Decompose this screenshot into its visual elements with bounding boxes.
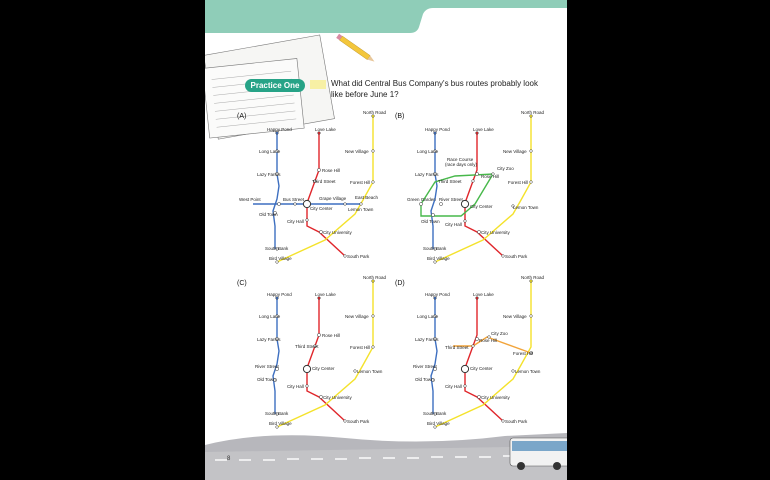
svg-text:North Road: North Road [521, 110, 545, 115]
svg-text:City Center: City Center [312, 366, 335, 371]
svg-text:City University: City University [323, 230, 352, 235]
svg-text:Old Town: Old Town [259, 212, 278, 217]
svg-text:Long Lane: Long Lane [259, 149, 281, 154]
svg-text:City Hall: City Hall [445, 384, 462, 389]
svg-text:South Park: South Park [347, 254, 370, 259]
svg-text:City Hall: City Hall [287, 219, 304, 224]
page-illustration [205, 0, 567, 480]
svg-text:Forest Hill: Forest Hill [508, 180, 529, 185]
svg-text:City Center: City Center [310, 206, 333, 211]
svg-text:Love Lake: Love Lake [473, 292, 494, 297]
option-a-label[interactable]: (A) [237, 113, 247, 120]
svg-text:Lazy Farms: Lazy Farms [415, 337, 439, 342]
svg-text:New Village: New Village [345, 314, 369, 319]
svg-text:South Park: South Park [505, 254, 528, 259]
svg-text:Lazy Farms: Lazy Farms [257, 337, 281, 342]
svg-text:City Zoo: City Zoo [491, 331, 508, 336]
svg-text:Love Lake: Love Lake [315, 292, 336, 297]
svg-text:New Village: New Village [503, 149, 527, 154]
svg-text:Love Lake: Love Lake [315, 127, 336, 132]
svg-text:Long Lane: Long Lane [259, 314, 281, 319]
svg-text:River Street: River Street [255, 364, 279, 369]
svg-text:River Street: River Street [439, 197, 463, 202]
svg-text:Rose Hill: Rose Hill [322, 333, 341, 338]
svg-text:City Hall: City Hall [445, 222, 462, 227]
svg-text:New Village: New Village [503, 314, 527, 319]
svg-text:Grape Village: Grape Village [319, 196, 347, 201]
svg-text:Lemon Town: Lemon Town [513, 205, 539, 210]
svg-text:Happy Pond: Happy Pond [425, 292, 450, 297]
svg-text:City University: City University [323, 395, 352, 400]
svg-text:North Road: North Road [363, 275, 387, 280]
svg-text:South Bank: South Bank [423, 411, 447, 416]
svg-text:Third Street: Third Street [295, 344, 319, 349]
svg-text:North Road: North Road [363, 110, 387, 115]
svg-text:Old Town: Old Town [257, 377, 276, 382]
svg-text:River Street: River Street [413, 364, 437, 369]
svg-text:Rose Hill: Rose Hill [481, 174, 500, 179]
svg-text:Bus Street: Bus Street [283, 197, 305, 202]
svg-text:City University: City University [481, 230, 510, 235]
svg-text:Bird Village: Bird Village [269, 256, 292, 261]
practice-badge: Practice One [245, 79, 305, 92]
svg-text:Bird Village: Bird Village [269, 421, 292, 426]
svg-text:Lemon Town: Lemon Town [357, 369, 383, 374]
svg-text:Race Course: Race Course [447, 157, 474, 162]
option-c-label[interactable]: (C) [237, 280, 247, 287]
svg-text:Lazy Farms: Lazy Farms [415, 172, 439, 177]
textbook-page [205, 0, 567, 480]
svg-text:Forest Hill: Forest Hill [513, 351, 534, 356]
svg-text:South Park: South Park [347, 419, 370, 424]
option-d-label[interactable]: (D) [395, 280, 405, 287]
svg-text:East Beach: East Beach [355, 195, 379, 200]
svg-text:City Hall: City Hall [287, 384, 304, 389]
svg-text:City Center: City Center [470, 366, 493, 371]
svg-text:Happy Pond: Happy Pond [425, 127, 450, 132]
svg-text:Old Town: Old Town [421, 219, 440, 224]
svg-text:Long Lane: Long Lane [417, 149, 439, 154]
svg-text:Third Street: Third Street [438, 179, 462, 184]
svg-text:Third Street: Third Street [445, 345, 469, 350]
svg-text:North Road: North Road [521, 275, 545, 280]
option-b-label[interactable]: (B) [395, 113, 405, 120]
svg-text:South Bank: South Bank [265, 246, 289, 251]
svg-text:New Village: New Village [345, 149, 369, 154]
svg-text:Lemon Town: Lemon Town [515, 369, 541, 374]
page-number: 8 [227, 456, 231, 462]
svg-text:South Bank: South Bank [265, 411, 289, 416]
svg-text:Happy Pond: Happy Pond [267, 127, 292, 132]
question-text: What did Central Bus Company's bus routes probably look like before June 1? [331, 79, 538, 99]
svg-text:Old Town: Old Town [415, 377, 434, 382]
svg-text:Green Garden: Green Garden [407, 197, 436, 202]
svg-text:Long Lane: Long Lane [417, 314, 439, 319]
svg-text:Third Street: Third Street [312, 179, 336, 184]
svg-text:Lemon Town: Lemon Town [348, 207, 374, 212]
svg-text:West Point: West Point [239, 197, 261, 202]
svg-text:(race days only): (race days only) [445, 162, 478, 167]
svg-text:Love Lake: Love Lake [473, 127, 494, 132]
svg-text:City Center: City Center [470, 204, 493, 209]
svg-text:Rose Hill: Rose Hill [479, 338, 498, 343]
svg-text:City University: City University [481, 395, 510, 400]
bus-illustration [510, 438, 567, 470]
svg-text:Happy Pond: Happy Pond [267, 292, 292, 297]
question-highlight [310, 80, 326, 89]
svg-text:City Zoo: City Zoo [497, 166, 514, 171]
svg-text:Lazy Farms: Lazy Farms [257, 172, 281, 177]
svg-text:South Bank: South Bank [423, 246, 447, 251]
svg-text:Forest Hill: Forest Hill [350, 345, 371, 350]
svg-text:Rose Hill: Rose Hill [322, 168, 341, 173]
svg-text:Forest Hill: Forest Hill [350, 180, 371, 185]
svg-text:Bird Village: Bird Village [427, 256, 450, 261]
svg-text:South Park: South Park [505, 419, 528, 424]
svg-text:Bird Village: Bird Village [427, 421, 450, 426]
